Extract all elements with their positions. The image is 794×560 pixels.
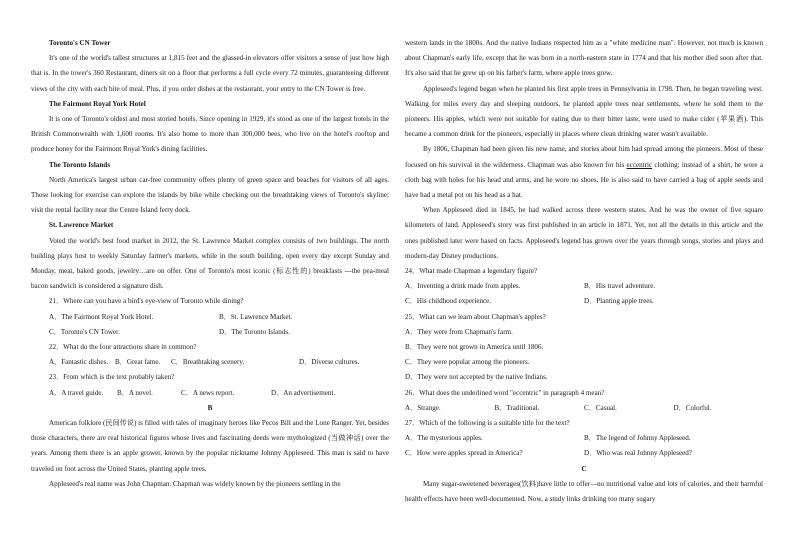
section-b-paragraph-5: When Appleseed died in 1845, he had walked across three western states. And he was the owner of five square kilometers of land. Appleseed's story was first published in an article in 1871. Yet, not all the details in this article and the ones published later were based on facts. Appleseed's legend has grown over the years through songs, stories and plays and modern-day Disney productions.	[405, 206, 763, 260]
q23-option-b[interactable]: B．A novel.	[117, 388, 153, 397]
q27-option-b[interactable]: B．The legend of Johnny Appleseed.	[584, 434, 691, 443]
question-22-options	[31, 355, 389, 370]
st-lawrence-heading: St. Lawrence Market	[49, 221, 114, 230]
section-b-paragraph-3: Appleseed's legend began when he planted his first apple trees in Pennsylvania in 1798. Then, he began traveling west. Walking for miles every day and sleeping outdoors, he planted apple trees near settlements, where he sold them to the pioneers. His apples, which were not suitable for eating due to their bitter taste, were used to make cider (苹果酒). This became a common drink for the pioneers, especially in places where clean drinking water wasn't available.	[405, 84, 763, 139]
cn-tower-paragraph: It's one of the world's tallest structures at 1,815 feet and the glassed-in elevators offer visitors a sense of just how high that is. In the tower's 360 Restaurant, diners sit on a floor that performs a full cycle every 72 minutes, guaranteeing different views of the city with each bite of meal. Plus, if you order dishes at the restaurant, your entry to the CN Tower is free.	[31, 54, 389, 93]
q21-option-b[interactable]: B．St. Lawrence Market.	[219, 312, 293, 321]
islands-heading: The Toronto Islands	[49, 160, 110, 169]
islands-paragraph: North America's largest urban car-free community offers plenty of green space and beaches for visitors of all ages. Those looking for exercise can explore the islands by bike while checking out the breathtaking views of Toronto's skyline; visit the rental facility near the Centre Island ferry dock.	[31, 175, 389, 215]
section-b-paragraph-4	[405, 142, 763, 203]
q25-option-c[interactable]: C．They were popular among the pioneers.	[405, 358, 530, 367]
section-b-label: B	[207, 403, 213, 412]
q27-option-c[interactable]: C．How were apples spread in America?	[405, 449, 523, 458]
paragraph-4-text-after: clothing: instead of a shirt, he wore a cloth bag with holes for his head and arms, and he wore no shoes. He is also said to have carried a bag of apple seeds and have had a metal pot on his head as a hat.	[405, 160, 763, 200]
question-23-stem: 23．From which is the text probably taken?	[49, 373, 175, 382]
question-24-options-row1	[405, 279, 763, 294]
st-lawrence-paragraph: Voted the world's best food market in 2012, the St. Lawrence Market complex consists of two buildings. The north building plays host to weekly Saturday farmer's markets, while in the south building, open every day except Sunday and Monday, meat, baked goods, jewelry…are on offer. One of Toronto's most iconic (标志性的) breakfasts ---the pea-meal bacon sandwich is considered a signature dish.	[31, 236, 389, 291]
q26-option-d[interactable]: D．Colorful.	[673, 403, 712, 412]
q23-option-a[interactable]: A．A travel guide.	[49, 388, 104, 397]
q25-option-d[interactable]: D．They were not accepted by the native Indians.	[405, 373, 548, 382]
q24-option-c[interactable]: C．His childhood experience.	[405, 297, 492, 306]
q21-option-d[interactable]: D．The Toronto Islands.	[219, 327, 290, 336]
question-27-stem: 27．Which of the following is a suitable title for the text?	[405, 419, 570, 428]
section-b-paragraph-2-start: Appleseed's real name was John Chapman. Chapman was widely known by the pioneers settling in the	[49, 479, 341, 488]
q24-option-a[interactable]: A．Inventing a drink made from apples.	[405, 282, 521, 291]
q27-option-a[interactable]: A．The mysterious apples.	[405, 434, 483, 443]
question-26-options	[405, 401, 763, 416]
q22-option-d[interactable]: D．Diverse cultures.	[299, 358, 360, 367]
q26-option-b[interactable]: B．Traditional.	[494, 403, 540, 412]
left-column	[31, 36, 389, 492]
question-27-options-row1	[405, 431, 763, 446]
fairmont-heading: The Fairmont Royal York Hotel	[49, 99, 146, 108]
question-21-options-row2	[31, 325, 389, 340]
q26-option-c[interactable]: C．Casual.	[584, 403, 617, 412]
underlined-word-eccentric: eccentric	[626, 160, 653, 169]
cn-tower-heading: Toronto's CN Tower	[49, 39, 111, 47]
question-24-stem: 24．What made Chapman a legendary figure?	[405, 267, 538, 276]
question-23-options	[31, 386, 389, 401]
q25-option-b[interactable]: B．They were not grown in America until 1806.	[405, 343, 544, 352]
fairmont-paragraph: It is one of Toronto's oldest and most storied hotels. Since opening in 1929, it's stood as one of the largest hotels in the British Commonwealth with 1,600 rooms. It's also home to more than 300,000 bees, who live on the hotel's rooftop and produce honey for the Fairmont Royal York's dining facilities.	[31, 115, 389, 154]
question-25-stem: 25．What can we learn about Chapman's apples?	[405, 312, 546, 321]
q27-option-d[interactable]: D．Who was real Johnny Appleseed?	[584, 449, 692, 458]
q24-option-b[interactable]: B．His travel adventure.	[584, 282, 656, 291]
question-21-options-row1	[31, 310, 389, 325]
q24-option-d[interactable]: D．Planting apple trees.	[584, 297, 654, 306]
q22-option-b[interactable]: B．Great fame.	[115, 358, 161, 367]
section-c-label: C	[581, 464, 587, 473]
q26-option-a[interactable]: A．Strange.	[405, 403, 441, 412]
right-column	[405, 36, 763, 507]
q25-option-a[interactable]: A．They were from Chapman's farm.	[405, 327, 513, 336]
q21-option-a[interactable]: A．The Fairmont Royal York Hotel.	[49, 312, 154, 321]
section-b-paragraph-2-cont: western lands in the 1800s. And the native Indians respected him as a "white medicine man". However, not much is known about Chapman's early life, except that he was born in a north-eastern state in 1774 and that his mother died soon after that. It's also said that he grew up on his father's farm, where apple trees grew.	[405, 39, 763, 78]
q23-option-d[interactable]: D．An advertisement.	[271, 388, 336, 397]
question-22-stem: 22．What do the four attractions share in common?	[49, 343, 197, 352]
section-c-paragraph-1: Many sugar-sweetened beverages(饮料)have little to offer—no nutritional value and lots of calories, and their harmful health effects have been well-documented. Now, a study links drinking too many sugary	[405, 479, 763, 504]
q22-option-a[interactable]: A．Fantastic dishes.	[49, 358, 109, 367]
section-b-paragraph-1: American folklore (民间传说) is filled with tales of imaginary heroes like Pecos Bill and the Lone Ranger. Yet, besides those characters, there are real historical figures whose lives and fascinating deeds were mythologized (当做神话) over the years. Among them there is an apple grower, known by the popular nickname Johnny Appleseed. This man is said to have traveled on foot across the United States, planting apple trees.	[31, 419, 389, 473]
paragraph-4-text-before: By 1806, Chapman had been given his new name, and stories about him had spread among the pioneers. Most of these focused on his survival in the wilderness. Chapman was also known for his	[405, 145, 763, 169]
question-27-options-row2	[405, 446, 763, 461]
q23-option-c[interactable]: C．A news report.	[181, 388, 235, 397]
question-21-stem: 21．Where can you have a bird's eye-view of Toronto while dining?	[49, 297, 244, 306]
question-26-stem: 26．What does the underlined word "eccentric" in paragraph 4 mean?	[405, 388, 605, 397]
q21-option-c[interactable]: C．Toronto's CN Tower.	[49, 327, 120, 336]
question-24-options-row2	[405, 294, 763, 309]
q22-option-c[interactable]: C．Breathtaking scenery.	[171, 358, 245, 367]
